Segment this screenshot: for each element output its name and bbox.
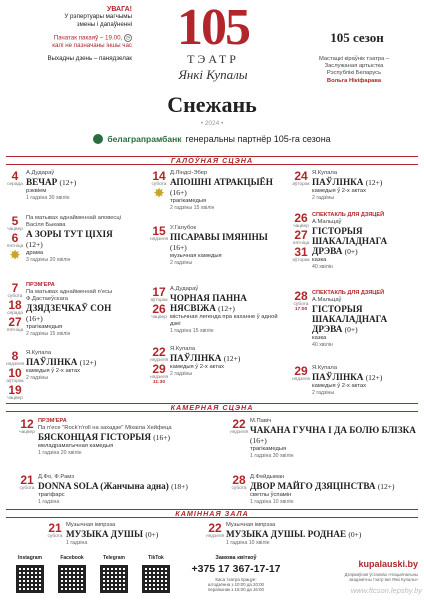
event-author: Музычная імпрэза bbox=[66, 522, 116, 528]
event-duration: 3 гадзіны 20 хвілін bbox=[26, 257, 71, 263]
event-dates bbox=[150, 286, 168, 320]
event-age: (16+) bbox=[153, 433, 170, 442]
event-title bbox=[312, 372, 418, 383]
award-star-icon: ✸ bbox=[9, 248, 21, 262]
event-weekday: субота bbox=[47, 534, 63, 539]
hours-line: Каса тэатра працуе: bbox=[215, 577, 257, 582]
event-duration: 1 гадзіна 10 хвілін bbox=[226, 540, 270, 546]
event-body bbox=[26, 350, 130, 382]
event-dates bbox=[6, 170, 24, 187]
event-day: 5 bbox=[11, 214, 19, 228]
event-title-text: ГІСТОРЫЯ ШАКАЛАДНАГА ДРЭВА bbox=[312, 226, 388, 256]
event-duration: 2 гадзіны bbox=[170, 371, 193, 377]
event-genre: казка bbox=[312, 335, 327, 341]
event-genre: драма bbox=[26, 250, 44, 256]
event-body bbox=[312, 212, 418, 271]
event-item[interactable] bbox=[6, 282, 130, 342]
partner-line bbox=[0, 132, 424, 146]
event-day: 29 bbox=[152, 362, 166, 376]
event-day: 15 bbox=[152, 224, 166, 238]
event-title-text: ЧОРНАЯ ПАННА НЯСВІЖА bbox=[170, 293, 247, 313]
event-item[interactable] bbox=[292, 365, 418, 425]
event-body bbox=[66, 522, 196, 547]
event-day: 8 bbox=[11, 349, 19, 363]
event-weekday: аўторак bbox=[292, 182, 310, 187]
event-age: (16+) bbox=[26, 314, 43, 323]
notice-heading: УВАГА! bbox=[106, 6, 132, 13]
event-dates bbox=[292, 290, 310, 312]
event-age: (12+) bbox=[26, 240, 43, 249]
event-duration: 1 гадзіна 30 хвілін bbox=[26, 195, 70, 201]
event-author: А.Дудараў bbox=[170, 286, 199, 292]
director-name: Вольга Нікіфарава bbox=[326, 77, 382, 84]
event-duration: 1 гадзіна 30 хвілін bbox=[250, 453, 294, 459]
event-dates bbox=[6, 350, 24, 401]
event-day: 22 bbox=[152, 345, 166, 359]
event-title-text: ПАЎЛІНКА bbox=[26, 357, 78, 367]
event-weekday: пятніца bbox=[6, 244, 24, 249]
event-dates bbox=[18, 418, 36, 435]
event-author: М.Павіч bbox=[250, 418, 272, 424]
event-author: Па матывах аднайменнай п'есы Ф.Дастаеўскага bbox=[26, 289, 113, 302]
event-body bbox=[226, 522, 386, 547]
event-dates bbox=[150, 346, 168, 385]
event-title-text: АПОШНІ АТРАКЦЫЁН bbox=[170, 177, 273, 187]
event-day: 7 bbox=[11, 281, 19, 295]
facebook-qr-icon[interactable] bbox=[58, 565, 86, 593]
season-title: 105 сезон bbox=[330, 30, 384, 45]
event-duration: 2 гадзіны 15 хвілін bbox=[170, 205, 215, 211]
event-title bbox=[170, 177, 282, 198]
event-age: (16+) bbox=[170, 188, 187, 197]
notice-line: У рэпертуары магчымы bbox=[64, 13, 132, 21]
event-title-text: БЯСКОНЦАЯ ГІСТОРЫЯ bbox=[38, 432, 151, 442]
event-day: 4 bbox=[11, 169, 19, 183]
event-title-text: А ЗОРЫ ТУТ ЦІХІЯ bbox=[26, 229, 113, 239]
address bbox=[296, 572, 418, 582]
event-day: 14 bbox=[152, 169, 166, 183]
event-dates bbox=[292, 365, 310, 382]
event-age: (12+) bbox=[365, 373, 383, 382]
event-tag: СПЕКТАКЛЬ ДЛЯ ДЗЯЦЕЙ bbox=[312, 290, 385, 296]
event-item[interactable] bbox=[292, 212, 418, 272]
event-weekday: нядзеля bbox=[150, 237, 169, 242]
event-day: 22 bbox=[208, 521, 222, 535]
event-weekday: пятніца bbox=[292, 241, 310, 246]
event-body bbox=[38, 418, 208, 457]
event-age: (18+) bbox=[171, 482, 188, 491]
event-body bbox=[26, 215, 130, 264]
event-author: А.Дудараў bbox=[26, 170, 55, 176]
bank-logo-icon bbox=[93, 134, 103, 144]
instagram-qr-icon[interactable] bbox=[16, 565, 44, 593]
event-title-text: ПАЎЛІНКА bbox=[312, 177, 364, 187]
event-age: (16+) bbox=[250, 436, 267, 445]
event-title bbox=[26, 177, 130, 188]
notice-block bbox=[8, 6, 132, 62]
event-genre: камедыя ў 2-х актах bbox=[312, 383, 366, 389]
event-duration: 40 хвілін bbox=[312, 342, 333, 348]
event-day: 29 bbox=[294, 364, 308, 378]
event-author: Па п'есе "Rock'n'roll на захадзе" Міхаіла Хейфеца bbox=[38, 425, 172, 431]
theatre-logo bbox=[138, 2, 288, 92]
event-dates bbox=[18, 474, 36, 491]
event-duration: 1 гадзіна bbox=[38, 499, 60, 505]
event-tag: ПРЭМ'ЕРА bbox=[38, 418, 67, 424]
event-day: 10 bbox=[8, 366, 22, 380]
qr-label: Facebook bbox=[60, 555, 84, 561]
director-line: Заслужаная артыстка bbox=[324, 63, 384, 70]
event-weekday: серада bbox=[7, 182, 23, 187]
event-day: 12 bbox=[20, 417, 34, 431]
event-author: Па матывах аднайменнай аповесці Васіля Быкава bbox=[26, 215, 121, 228]
event-genre: камедыя ў 2-х актах bbox=[170, 364, 224, 370]
event-weekday: аўторак bbox=[150, 298, 168, 303]
event-weekday: нядзеля bbox=[206, 534, 225, 539]
event-author: Я.Купала bbox=[26, 350, 52, 356]
event-weekday: субота bbox=[7, 294, 23, 299]
phone-heading: Замова квіткоў bbox=[215, 555, 257, 561]
event-title bbox=[26, 229, 130, 250]
event-duration: 1 гадзіна 20 хвілін bbox=[38, 450, 82, 456]
event-author: Я.Купала bbox=[312, 170, 338, 176]
event-author: Д.Ліндсі-Эбер bbox=[170, 170, 208, 176]
event-genre: камедыя ў 2-х актах bbox=[26, 368, 80, 374]
event-duration: 2 гадзіны 15 хвілін bbox=[26, 331, 71, 337]
event-weekday: чацвер bbox=[7, 227, 23, 232]
event-duration: 1 гадзіна 15 хвілін bbox=[170, 328, 214, 334]
bank-name: белаграпрамбанк bbox=[107, 134, 182, 144]
tiktok-qr-icon[interactable] bbox=[142, 565, 170, 593]
event-body bbox=[250, 474, 418, 506]
event-day: 21 bbox=[20, 473, 34, 487]
event-title bbox=[170, 293, 282, 314]
logo-name: Янкі Купалы bbox=[178, 67, 248, 82]
event-time: 17:00 bbox=[294, 307, 308, 312]
event-author: А.Мальцаў bbox=[312, 219, 342, 225]
event-genre: камедыя ў 2-х актах bbox=[312, 188, 366, 194]
event-day: 26 bbox=[152, 302, 166, 316]
event-duration: 2 гадзіны bbox=[26, 375, 49, 381]
event-age: (0+) bbox=[348, 530, 362, 539]
section-main-stage: ГАЛОЎНАЯ СЦЭНА bbox=[6, 156, 418, 165]
start-time-line: Пачатак пакаяў – 19.00, ◷ bbox=[8, 34, 132, 42]
event-dates bbox=[292, 212, 310, 263]
event-age: (12+) bbox=[218, 304, 235, 313]
director-line: Мастацкі кіраўнік тэатра – bbox=[318, 56, 390, 62]
year-label: • 2024 • bbox=[200, 120, 224, 127]
section-chamber-stage: КАМЕРНАЯ СЦЭНА bbox=[6, 403, 418, 412]
partner-text: генеральны партнёр 105-га сезона bbox=[185, 134, 331, 144]
event-tag: СПЕКТАКЛЬ ДЛЯ ДЗЯЦЕЙ bbox=[312, 212, 385, 218]
event-weekday: субота bbox=[19, 486, 35, 491]
event-age: (12+) bbox=[223, 354, 241, 363]
event-day: 31 bbox=[294, 245, 308, 259]
event-title bbox=[66, 529, 196, 540]
event-title bbox=[38, 481, 208, 492]
event-genre: містычная легенда пра каханне ў адной дзеі bbox=[170, 314, 278, 327]
event-body bbox=[170, 346, 282, 378]
event-dates bbox=[292, 170, 310, 187]
event-genre: музычная камедыя bbox=[170, 253, 222, 259]
event-title-text: ВЕЧАР bbox=[26, 177, 58, 187]
event-item[interactable] bbox=[6, 215, 130, 275]
award-star-icon: ✸ bbox=[153, 186, 165, 200]
event-age: (12+) bbox=[59, 178, 77, 187]
event-dates bbox=[230, 418, 248, 435]
event-item[interactable] bbox=[150, 225, 282, 285]
event-day: 17 bbox=[152, 285, 166, 299]
event-body bbox=[312, 170, 418, 202]
event-weekday: пятніца bbox=[6, 328, 24, 333]
event-genre: светлы ўспамін bbox=[250, 492, 292, 498]
event-dates bbox=[6, 282, 24, 333]
event-age: (16+) bbox=[170, 243, 187, 252]
event-body bbox=[170, 170, 282, 212]
event-weekday: чацвер bbox=[19, 430, 35, 435]
event-weekday: субота bbox=[151, 182, 167, 187]
event-weekday: чацвер bbox=[151, 315, 167, 320]
event-title bbox=[312, 177, 418, 188]
event-weekday: чацвер bbox=[293, 224, 309, 229]
event-day: 27 bbox=[8, 315, 22, 329]
event-genre: трагікамедыя bbox=[26, 324, 63, 330]
event-day: 22 bbox=[232, 417, 246, 431]
qr-label: Telegram bbox=[103, 555, 125, 561]
event-day: 19 bbox=[8, 383, 22, 397]
event-title bbox=[170, 353, 282, 364]
event-title bbox=[38, 432, 208, 443]
website-link[interactable]: kupalauski.by bbox=[358, 559, 418, 569]
event-author: Я.Купала bbox=[312, 365, 338, 371]
event-item[interactable] bbox=[18, 418, 208, 478]
logo-teatr: ТЭАТР bbox=[187, 52, 239, 66]
event-title-text: ПАЎЛІНКА bbox=[312, 372, 364, 382]
event-weekday: субота bbox=[293, 302, 309, 307]
event-duration: 40 хвілін bbox=[312, 264, 333, 270]
event-weekday: нядзеля bbox=[6, 362, 25, 367]
address-line: Дзяржаўная ўстанова «Нацыянальны bbox=[344, 572, 418, 577]
event-item[interactable] bbox=[150, 170, 282, 230]
event-genre: меладраматычная камедыя bbox=[38, 443, 114, 449]
event-genre: рэквіем bbox=[26, 188, 47, 194]
event-day: 18 bbox=[8, 298, 22, 312]
logo-number: 105 bbox=[177, 0, 249, 56]
event-title-text: МУЗЫКА ДУШЫ. РОДНАЕ bbox=[226, 529, 347, 539]
hours-line: штодзённа з 10:00 да 20:00 bbox=[207, 582, 264, 587]
event-title bbox=[26, 357, 130, 368]
event-title-text: DONNA SOLA (Жанчына адна) bbox=[38, 481, 169, 491]
watermark: www.ftcson.lepshy.by bbox=[350, 586, 422, 595]
event-author: Я.Купала bbox=[170, 346, 196, 352]
event-duration: 1 гадзіна bbox=[66, 540, 88, 546]
event-age: (12+) bbox=[365, 178, 383, 187]
event-duration: 1 гадзіна 10 хвілін bbox=[250, 499, 294, 505]
event-author: Д.Фейдыман bbox=[250, 474, 285, 480]
event-day: 6 bbox=[11, 231, 19, 245]
event-genre: казка bbox=[312, 257, 327, 263]
event-day: 28 bbox=[232, 473, 246, 487]
event-weekday: аўторак bbox=[6, 379, 24, 384]
event-duration: 2 гадзіны bbox=[312, 195, 335, 201]
section-stone-hall: КАМІННАЯ ЗАЛА bbox=[6, 509, 418, 518]
director-block bbox=[290, 56, 418, 85]
event-dates bbox=[230, 474, 248, 491]
event-body bbox=[170, 286, 282, 335]
event-weekday: субота bbox=[231, 486, 247, 491]
event-body bbox=[26, 170, 130, 202]
event-age: (12+) bbox=[79, 358, 97, 367]
event-title bbox=[226, 529, 386, 540]
event-author: Музычная імпрэза bbox=[226, 522, 276, 528]
event-title-text: ЧАКАНА ГУЧНА І ДА БОЛЮ БЛІЗКА bbox=[250, 425, 416, 435]
event-genre: трагікамедыя bbox=[170, 198, 207, 204]
event-body bbox=[250, 418, 418, 460]
month-title: Снежань bbox=[167, 92, 257, 117]
day-off-line: Выхадны дзень – панядзелак bbox=[47, 54, 132, 62]
event-title-text: МУЗЫКА ДУШЫ bbox=[66, 529, 144, 539]
event-author: У.Галубок bbox=[170, 225, 196, 231]
event-day: 24 bbox=[294, 169, 308, 183]
event-duration: 2 гадзіны bbox=[312, 390, 335, 396]
notice-line: змены і дапаўненні bbox=[76, 20, 132, 28]
event-body bbox=[312, 365, 418, 397]
event-author: Д.Фо, Ф.Рамэ bbox=[38, 474, 75, 480]
event-dates bbox=[150, 225, 168, 242]
event-weekday: нядзеля bbox=[292, 377, 311, 382]
event-dates bbox=[6, 215, 24, 262]
event-dates bbox=[150, 170, 168, 200]
event-item[interactable] bbox=[6, 350, 130, 410]
event-item[interactable] bbox=[150, 346, 282, 406]
event-age: (12+) bbox=[377, 482, 395, 491]
event-weekday: нядзеля bbox=[150, 358, 169, 363]
event-item[interactable] bbox=[230, 418, 418, 478]
hours-line: перапынак з 15:00 да 16:00 bbox=[208, 587, 264, 592]
event-weekday: серада bbox=[7, 311, 23, 316]
address-line: акадэмічны тэатр імя Янкі Купалы» bbox=[349, 577, 418, 582]
event-body bbox=[170, 225, 282, 267]
event-age: (0+) bbox=[344, 247, 358, 256]
event-tag: ПРЭМ'ЕРА bbox=[26, 282, 55, 288]
event-genre: трагікамедыя bbox=[250, 446, 287, 452]
event-age: (0+) bbox=[344, 325, 358, 334]
event-title-text: ДЗЯДЗЕЧКАЎ СОН bbox=[26, 303, 112, 313]
event-day: 26 bbox=[294, 211, 308, 225]
director-line: Рэспублікі Беларусь bbox=[326, 70, 382, 77]
phone-number[interactable]: +375 17 367-17-17 bbox=[191, 563, 281, 575]
event-age: (0+) bbox=[145, 530, 159, 539]
event-title bbox=[26, 303, 130, 324]
event-title-text: ПІСАРАВЫ ІМЯНІНЫ bbox=[170, 232, 268, 242]
telegram-qr-icon[interactable] bbox=[100, 565, 128, 593]
event-day: 27 bbox=[294, 228, 308, 242]
event-item[interactable] bbox=[292, 290, 418, 350]
event-weekday: чацвер bbox=[7, 396, 23, 401]
event-title-text: ПАЎЛІНКА bbox=[170, 353, 222, 363]
start-time-line: калі не пазначаны іншы час bbox=[52, 42, 132, 50]
qr-label: Instagram bbox=[18, 555, 42, 561]
event-item[interactable] bbox=[150, 286, 282, 346]
event-body bbox=[26, 282, 130, 338]
event-weekday: нядзеля bbox=[230, 430, 249, 435]
event-weekday: аўторак bbox=[292, 258, 310, 263]
event-weekday: нядзеля bbox=[150, 375, 169, 380]
event-title-text: ГІСТОРЫЯ ШАКАЛАДНАГА ДРЭВА bbox=[312, 304, 388, 334]
event-body bbox=[312, 290, 418, 349]
box-office-hours bbox=[190, 577, 282, 592]
event-author: А.Мальцаў bbox=[312, 297, 342, 303]
qr-label: TikTok bbox=[148, 555, 164, 561]
event-body bbox=[38, 474, 208, 506]
event-title bbox=[312, 304, 418, 335]
event-time: 11:30 bbox=[152, 380, 165, 385]
event-day: 21 bbox=[48, 521, 62, 535]
event-title bbox=[170, 232, 282, 253]
event-title-text: ДВОР МАЙГО ДЗЯЦІНСТВА bbox=[250, 481, 376, 491]
event-dates bbox=[206, 522, 224, 539]
event-day: 28 bbox=[294, 289, 308, 303]
clock-icon: ◷ bbox=[124, 34, 132, 42]
event-title bbox=[250, 481, 418, 492]
event-title bbox=[312, 226, 418, 257]
event-dates bbox=[46, 522, 64, 539]
event-duration: 2 гадзіны bbox=[170, 260, 193, 266]
event-title bbox=[250, 425, 418, 446]
event-genre: трагіфарс bbox=[38, 492, 65, 498]
